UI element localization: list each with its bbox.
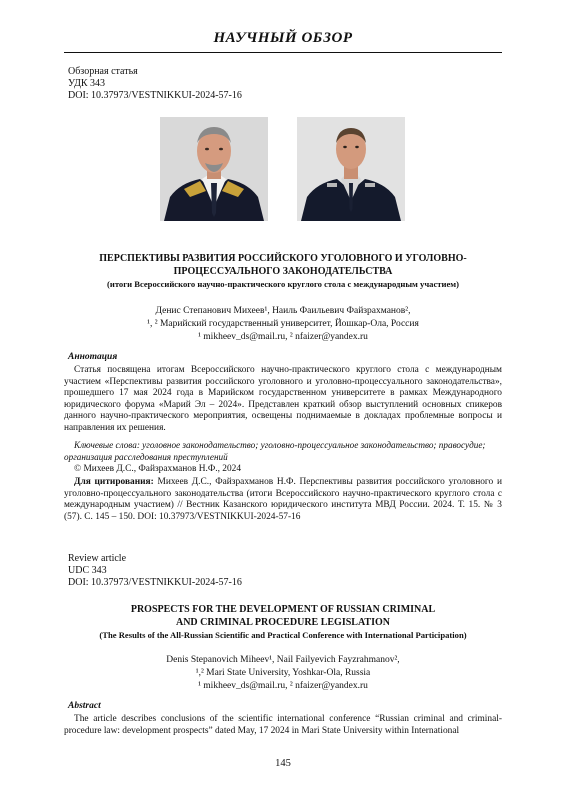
ru-title-line: ПЕРСПЕКТИВЫ РАЗВИТИЯ РОССИЙСКОГО УГОЛОВНОГО И УГОЛОВНО- xyxy=(99,253,467,264)
en-doi: DOI: 10.37973/VESTNIKKUI-2024-57-16 xyxy=(68,577,242,588)
en-subtitle: (The Results of the All-Russian Scientific and Practical Conference with International Participation) xyxy=(99,630,467,640)
en-abstract-text: The article describes conclusions of the scientific international conference “Russian criminal and criminal-procedure law: development prospects” dated May, 17 2024 in Mari State University within International xyxy=(64,714,502,736)
ru-affiliation: ¹, ² Марийский государственный университет, Йошкар-Ола, Россия xyxy=(147,319,419,329)
ru-citation xyxy=(64,477,502,523)
ru-title xyxy=(64,252,502,278)
ru-copyright: © Михеев Д.С., Файзрахманов Н.Ф., 2024 xyxy=(74,464,242,474)
en-article-type: Review article xyxy=(68,553,127,564)
en-abstract-heading: Abstract xyxy=(68,701,101,711)
en-title-line: PROSPECTS FOR THE DEVELOPMENT OF RUSSIAN CRIMINAL xyxy=(130,604,436,615)
en-affiliation: ¹,² Mari State University, Yoshkar-Ola, Russia xyxy=(195,668,371,678)
ru-article-type: Обзорная статья xyxy=(68,66,138,77)
ru-authors: Денис Степанович Михеев¹, Наиль Фаильевич Файзрахманов², xyxy=(155,306,411,316)
ru-citation-label: Для цитирования: xyxy=(74,477,154,487)
ru-abstract-heading: Аннотация xyxy=(68,352,118,362)
author-photo-mikheev xyxy=(160,117,268,221)
en-title-line: AND CRIMINAL PROCEDURE LEGISLATION xyxy=(175,617,390,628)
page-number: 145 xyxy=(275,758,291,769)
ru-article-meta xyxy=(68,66,242,102)
ru-doi: DOI: 10.37973/VESTNIKKUI-2024-57-16 xyxy=(68,90,242,101)
author-photo-fayzrahmanov xyxy=(297,117,405,221)
ru-udk: УДК 343 xyxy=(68,78,106,89)
en-emails: ¹ mikheev_ds@mail.ru, ² nfaizer@yandex.ru xyxy=(198,681,368,691)
ru-keywords: Ключевые слова: уголовное законодательство; уголовно-процессуальное законодательство; правосудие; организация расследования преступлений xyxy=(64,440,486,462)
en-article-meta xyxy=(68,553,242,589)
ru-subtitle: (итоги Всероссийского научно-практического круглого стола с международным участием) xyxy=(107,279,459,289)
ru-citation-text: Михеев Д.С., Файзрахманов Н.Ф. Перспективы развития российского уголовного и уголовно-процессуального законодательства (итоги Всероссийского научно-практического круглого стола с международным участием) // Вестник Казанского юридического института МВД России. 2024. Т. 15. № 3 (57). С. 145 – 150. DOI: 10.37973/VESTNIKKUI-2024-57-16 xyxy=(64,477,502,522)
en-title xyxy=(64,603,502,629)
en-authors: Denis Stepanovich Miheev¹, Nail Failyevich Fayzrahmanov², xyxy=(166,655,400,665)
section-header: НАУЧНЫЙ ОБЗОР xyxy=(64,30,502,53)
ru-title-line: ПРОЦЕССУАЛЬНОГО ЗАКОНОДАТЕЛЬСТВА xyxy=(173,266,393,277)
ru-emails: ¹ mikheev_ds@mail.ru, ² nfaizer@yandex.ru xyxy=(198,332,368,342)
ru-abstract-text: Статья посвящена итогам Всероссийского научно-практического круглого стола с международным участием «Перспективы развития российского уголовного и уголовно-процессуального законодательства», прошедшего 17 мая 2024 года в Марийском государственном университете в рамках Международного юридического форума «Марий Эл – 2024». Представлен краткий обзор выступлений основных спикеров данного научно-практического мероприятия, освещены поднимаемые в докладах проблемные вопросы и направления их решения. xyxy=(64,365,502,433)
en-udc: UDC 343 xyxy=(68,565,107,576)
